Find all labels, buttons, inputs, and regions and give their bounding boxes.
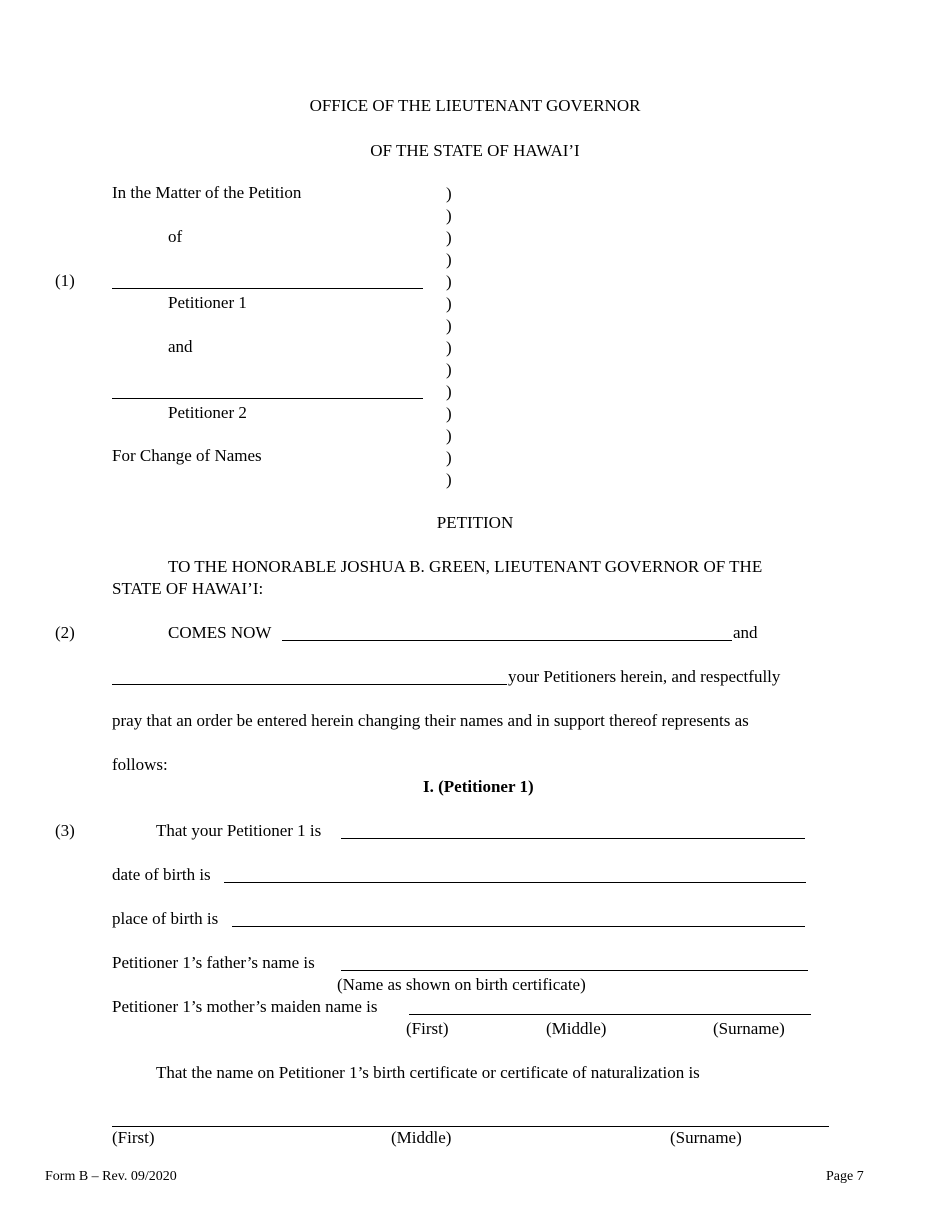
mother-surname-caption: (Surname): [713, 1019, 785, 1038]
address-line-1: TO THE HONORABLE JOSHUA B. GREEN, LIEUTENANT GOVERNOR OF THE: [168, 557, 763, 576]
petitioner-1-is-label: That your Petitioner 1 is: [156, 821, 322, 840]
birth-cert-middle-caption: (Middle): [391, 1128, 452, 1147]
mother-middle-caption: (Middle): [546, 1019, 607, 1038]
pob-field[interactable]: [232, 926, 805, 927]
petitioner-1-name-field[interactable]: [341, 838, 805, 839]
caption-of: of: [168, 227, 183, 246]
petitioner-1-label: Petitioner 1: [168, 293, 247, 312]
paren: ): [446, 448, 452, 467]
follows-text: follows:: [112, 755, 168, 774]
name-as-shown-note: (Name as shown on birth certificate): [337, 975, 586, 994]
paren: ): [446, 228, 452, 247]
page-number: Page 7: [826, 1169, 864, 1184]
petitioner-2-name-line[interactable]: [112, 398, 423, 399]
petitioner-1-name-line[interactable]: [112, 288, 423, 289]
paren: ): [446, 338, 452, 357]
caption-parentheses: [446, 183, 452, 491]
item-number-1: (1): [55, 271, 75, 290]
petitioner-2-label: Petitioner 2: [168, 403, 247, 422]
caption-and: and: [168, 337, 193, 356]
comes-now-name-line[interactable]: [282, 640, 732, 641]
header-line-2: OF THE STATE OF HAWAI’I: [370, 141, 580, 160]
caption-matter: In the Matter of the Petition: [112, 183, 302, 202]
paren: ): [446, 250, 452, 269]
birth-cert-surname-caption: (Surname): [670, 1128, 742, 1147]
dob-field[interactable]: [224, 882, 806, 883]
birth-cert-text: That the name on Petitioner 1’s birth certificate or certificate of naturalization is: [156, 1063, 700, 1082]
paren: ): [446, 470, 452, 489]
pob-label: place of birth is: [112, 909, 219, 928]
mother-name-label: Petitioner 1’s mother’s maiden name is: [112, 997, 378, 1016]
father-name-field[interactable]: [341, 970, 808, 971]
comes-now-label: COMES NOW: [168, 623, 272, 642]
caption-change-of-names: For Change of Names: [112, 446, 262, 465]
item-number-2: (2): [55, 623, 75, 642]
birth-cert-first-caption: (First): [112, 1128, 155, 1147]
mother-name-field[interactable]: [409, 1014, 811, 1015]
section-1-heading: I. (Petitioner 1): [423, 777, 534, 796]
paren: ): [446, 404, 452, 423]
paren: ): [446, 184, 452, 203]
paren: ): [446, 206, 452, 225]
paren: ): [446, 294, 452, 313]
address-line-2: STATE OF HAWAI’I:: [112, 579, 264, 598]
header-line-1: OFFICE OF THE LIEUTENANT GOVERNOR: [309, 96, 641, 115]
your-petitioners-text: your Petitioners herein, and respectfully: [508, 667, 781, 686]
paren: ): [446, 272, 452, 291]
pray-text: pray that an order be entered herein changing their names and in support thereof represents as: [112, 711, 749, 730]
petition-title: PETITION: [436, 513, 514, 532]
paren: ): [446, 382, 452, 401]
dob-label: date of birth is: [112, 865, 211, 884]
comes-now-and: and: [733, 623, 758, 642]
mother-first-caption: (First): [406, 1019, 449, 1038]
paren: ): [446, 316, 452, 335]
paren: ): [446, 426, 452, 445]
paren: ): [446, 360, 452, 379]
second-petitioner-name-line[interactable]: [112, 684, 507, 685]
item-number-3: (3): [55, 821, 75, 840]
form-revision: Form B – Rev. 09/2020: [45, 1169, 177, 1184]
father-name-label: Petitioner 1’s father’s name is: [112, 953, 315, 972]
birth-cert-name-field[interactable]: [112, 1126, 829, 1127]
